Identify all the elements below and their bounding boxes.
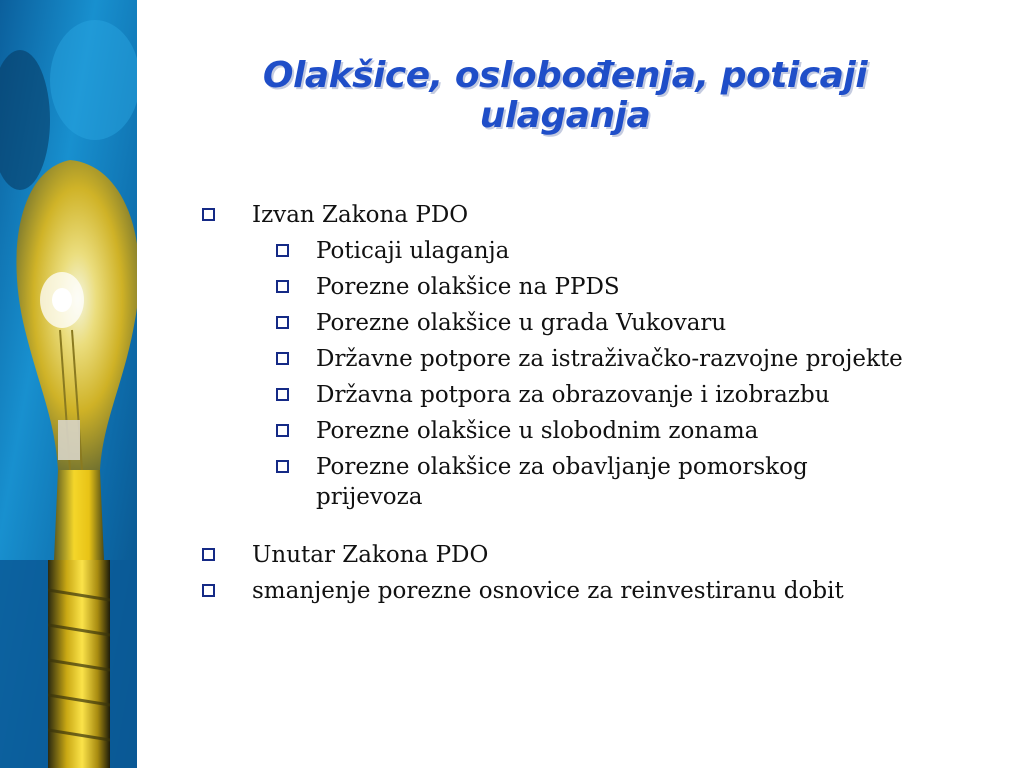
list-item	[200, 576, 980, 612]
square-bullet-icon	[202, 548, 215, 561]
light-bulb-image	[0, 0, 137, 768]
list-item	[200, 540, 980, 576]
spacer	[200, 512, 980, 540]
list-item-text: Porezne olakšice u grada Vukovaru	[316, 310, 727, 336]
list-item-text: Porezne olakšice u slobodnim zonama	[316, 418, 759, 444]
square-bullet-icon	[202, 584, 215, 597]
list-item-text: Unutar Zakona PDO	[252, 542, 489, 568]
square-bullet-icon	[276, 388, 289, 401]
square-bullet-icon	[202, 208, 215, 221]
list-item-text: Državna potpora za obrazovanje i izobrazbu	[316, 382, 830, 408]
list-item	[200, 452, 836, 512]
square-bullet-icon	[276, 424, 289, 437]
list-item	[200, 272, 980, 308]
list-item-text: Državne potpore za istraživačko-razvojne projekte	[316, 346, 903, 372]
list-item	[200, 380, 980, 416]
list-item-text: Poticaji ulaganja	[316, 238, 510, 264]
list-item	[200, 416, 980, 452]
list-item	[200, 308, 980, 344]
square-bullet-icon	[276, 460, 289, 473]
square-bullet-icon	[276, 316, 289, 329]
list-item	[200, 200, 980, 236]
square-bullet-icon	[276, 244, 289, 257]
bullet-list	[200, 200, 980, 612]
list-item-text: Izvan Zakona PDO	[252, 202, 469, 228]
list-item-text: Porezne olakšice na PPDS	[316, 274, 620, 300]
square-bullet-icon	[276, 280, 289, 293]
list-item	[200, 236, 980, 272]
square-bullet-icon	[276, 352, 289, 365]
slide-title: Olakšice, oslobođenja, poticaji ulaganja	[262, 55, 868, 136]
list-item-text: Porezne olakšice za obavljanje pomorskog prijevoza	[316, 454, 808, 510]
list-item	[200, 344, 980, 380]
list-item-text: smanjenje porezne osnovice za reinvestiranu dobit	[252, 578, 844, 604]
